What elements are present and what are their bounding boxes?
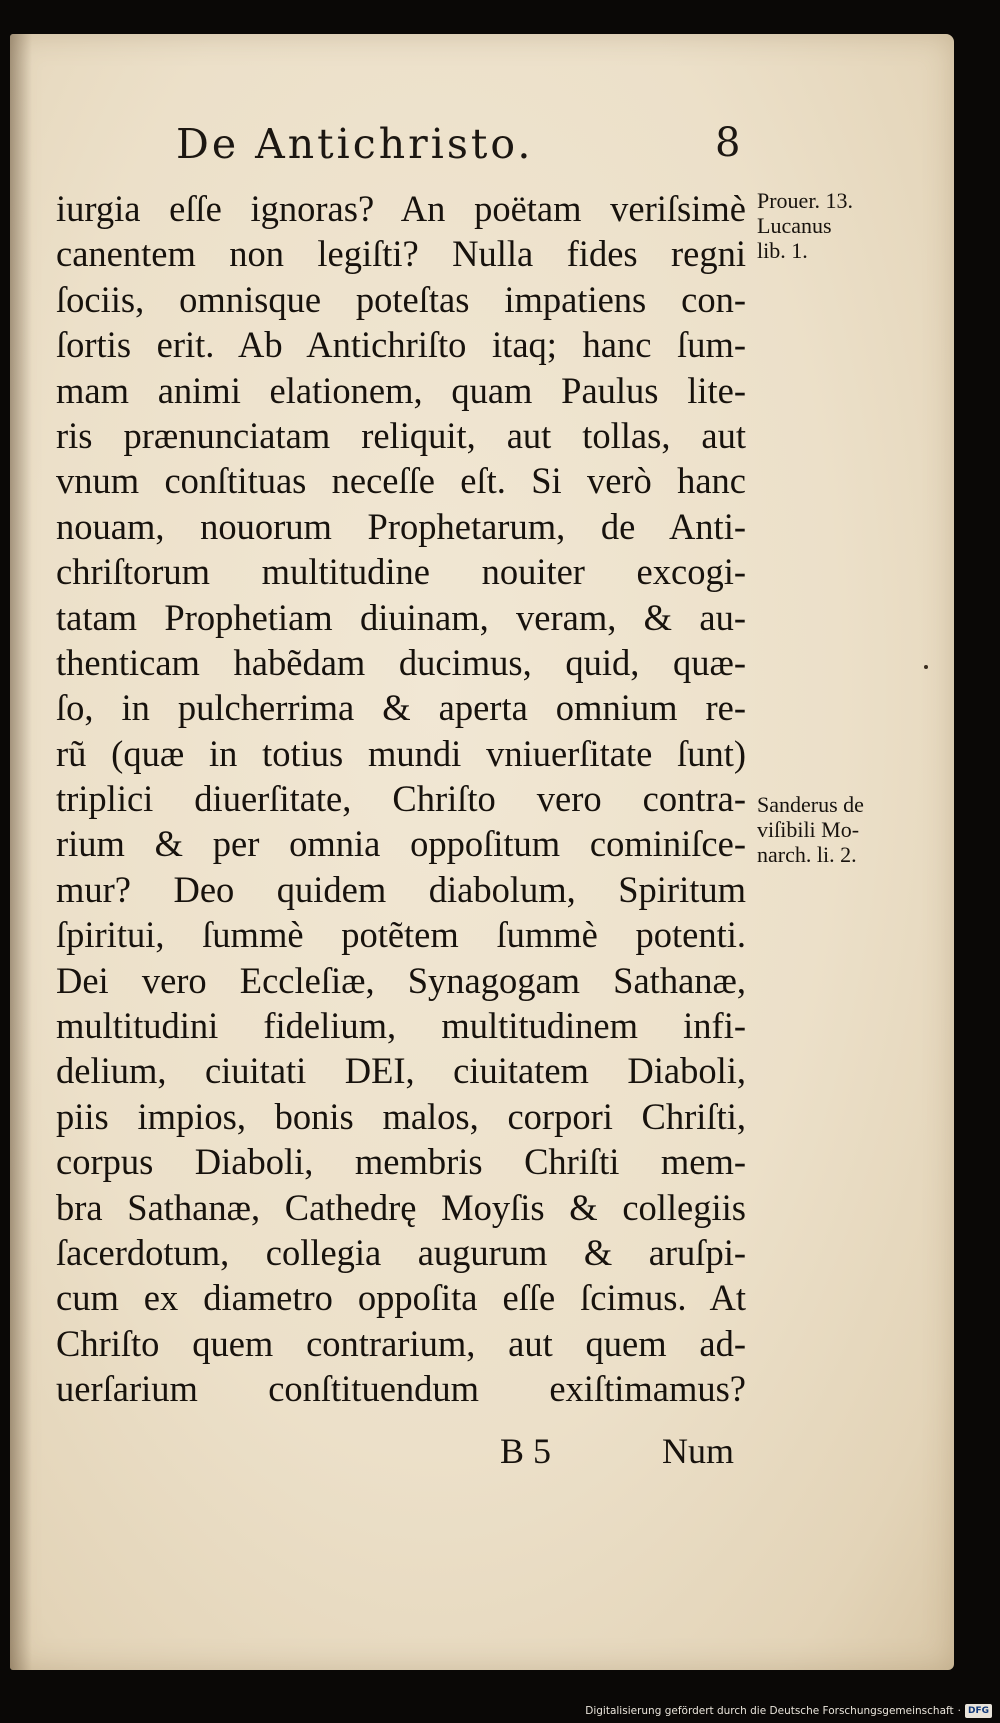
margin-note-line: viſibili Mo- (757, 817, 860, 842)
text-line: Dei vero Eccleſiæ, Synagogam Sathanæ, (56, 959, 746, 1001)
margin-note-line: lib. 1. (757, 238, 808, 263)
text-line: ſociis, omnisque poteſtas impatiens con- (56, 278, 746, 320)
gutter-shadow (10, 34, 32, 1670)
text-line: chriſtorum multitudine nouiter excogi- (56, 551, 746, 593)
text-line: ſpiritui, ſummè potẽtem ſummè potenti. (56, 914, 746, 956)
text-line: nouam, nouorum Prophetarum, de Anti- (56, 505, 746, 547)
margin-note-line: Lucanus (757, 213, 832, 238)
dfg-logo-icon: DFG (965, 1704, 992, 1718)
credit-text: Digitalisierung gefördert durch die Deutsche Forschungsgemeinschaft (585, 1705, 954, 1717)
text-line: canentem non legiſti? Nulla fides regni (56, 233, 746, 275)
text-line: mam animi elationem, quam Paulus lite- (56, 369, 746, 411)
text-line: tatam Prophetiam diuinam, veram, & au- (56, 596, 746, 638)
margin-note-proverbs-lucanus (757, 188, 853, 263)
margin-note-line: narch. li. 2. (757, 842, 857, 867)
digitization-credit (585, 1703, 992, 1719)
page-number: 8 (715, 120, 741, 166)
text-line: mur? Deo quidem diabolum, Spiritum (56, 868, 746, 910)
text-line: ſacerdotum, collegia augurum & aruſpi- (56, 1231, 746, 1273)
main-text-block (56, 186, 746, 1412)
margin-note-line: Sanderus de (757, 792, 864, 817)
text-line: ſo, in pulcherrima & aperta omnium re- (56, 687, 746, 729)
running-title: De Antichristo. (176, 120, 534, 168)
text-line: cum ex diametro oppoſita eſſe ſcimus. At (56, 1277, 746, 1319)
text-line: multitudini fidelium, multitudinem infi- (56, 1005, 746, 1047)
text-line: ſortis erit. Ab Antichriſto itaq; hanc ſum- (56, 324, 746, 366)
text-line: triplici diuerſitate, Chriſto vero contra- (56, 778, 746, 820)
signature-mark: B 5 (500, 1431, 552, 1471)
margin-note-line: Prouer. 13. (757, 188, 853, 213)
text-line: iurgia eſſe ignoras? An poëtam veriſsimè (56, 188, 746, 229)
text-line: delium, ciuitati DEI, ciuitatem Diaboli, (56, 1050, 746, 1092)
text-line: vnum conſtituas neceſſe eſt. Si verò hanc (56, 460, 746, 502)
margin-note-sanderus (757, 792, 864, 867)
ink-speck (924, 665, 928, 669)
catchword: Num (662, 1431, 734, 1471)
text-line: ris prænunciatam reliquit, aut tollas, aut (56, 414, 746, 456)
text-line: uerſarium conſtituendum exiſtimamus? (56, 1368, 746, 1410)
text-line: corpus Diaboli, membris Chriſti mem- (56, 1141, 746, 1183)
text-line: piis impios, bonis malos, corpori Chriſti, (56, 1095, 746, 1137)
text-line: rium & per omnia oppoſitum cominiſce- (56, 823, 746, 865)
text-line: Chriſto quem contrarium, aut quem ad- (56, 1322, 746, 1364)
text-line: bra Sathanæ, Cathedrę Moyſis & collegiis (56, 1186, 746, 1228)
credit-separator: · (957, 1705, 961, 1717)
text-line: thenticam habẽdam ducimus, quid, quæ- (56, 641, 746, 683)
text-line: rũ (quæ in totius mundi vniuerſitate ſunt) (56, 732, 746, 774)
